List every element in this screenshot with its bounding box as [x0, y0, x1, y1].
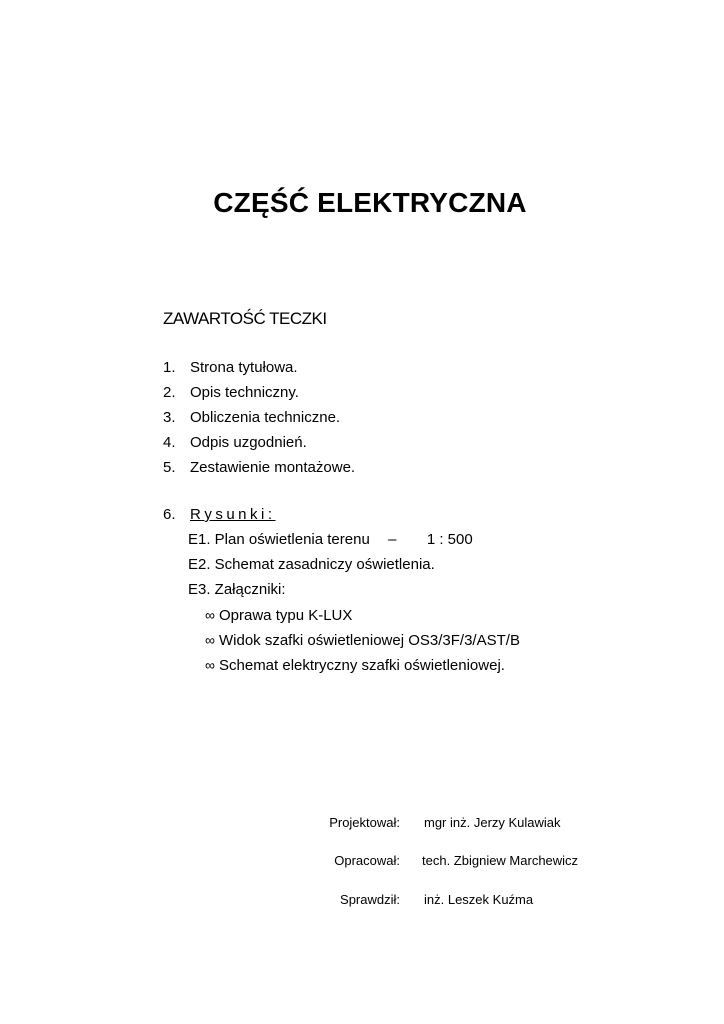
drawings-section — [163, 506, 520, 681]
drawing-item-e3 — [163, 581, 520, 606]
drawings-heading — [163, 506, 520, 531]
list-item — [163, 434, 355, 459]
signature-role-prepared: Opracował: — [334, 853, 400, 868]
drawing-item-e1 — [163, 531, 520, 556]
signature-name-prepared: tech. Zbigniew Marchewicz — [422, 853, 579, 868]
section-heading: ZAWARTOŚĆ TECZKI — [163, 309, 327, 328]
drawing-e1-text: E1. Plan oświetlenia terenu — [188, 531, 370, 548]
infinity-bullet-icon: ∞ — [205, 657, 215, 673]
attachment-text: Oprawa typu K-LUX — [219, 607, 353, 624]
list-item-text: Obliczenia techniczne. — [190, 409, 341, 426]
attachment-item — [163, 656, 520, 681]
list-item — [163, 384, 355, 409]
attachment-item — [163, 606, 520, 631]
list-item-number: 2. — [163, 384, 176, 401]
list-item-text: Opis techniczny. — [190, 384, 299, 401]
list-item-number: 4. — [163, 434, 176, 451]
list-item-number: 1. — [163, 359, 176, 376]
list-item — [163, 459, 355, 484]
signature-role-designed: Projektował: — [329, 815, 400, 830]
drawing-e3-text: E3. Załączniki: — [188, 581, 286, 598]
drawing-e2-text: E2. Schemat zasadniczy oświetlenia. — [188, 556, 435, 573]
list-item — [163, 409, 355, 434]
signature-name-checked: inż. Leszek Kuźma — [424, 892, 534, 907]
attachment-item — [163, 631, 520, 656]
infinity-bullet-icon: ∞ — [205, 632, 215, 648]
list-item-number: 5. — [163, 459, 176, 476]
drawings-number: 6. — [163, 506, 176, 523]
drawings-label: Rysunki: — [190, 506, 276, 523]
signature-role-checked: Sprawdził: — [340, 892, 400, 907]
list-item-text: Odpis uzgodnień. — [190, 434, 307, 451]
list-item — [163, 359, 355, 384]
contents-list — [163, 359, 355, 484]
signature-name-designed: mgr inż. Jerzy Kulawiak — [424, 815, 561, 830]
attachment-text: Schemat elektryczny szafki oświetleniowej. — [219, 657, 505, 674]
document-title: CZĘŚĆ ELEKTRYCZNA — [213, 186, 527, 218]
list-item-text: Zestawienie montażowe. — [190, 459, 356, 476]
drawing-e1-scale: 1 : 500 — [426, 531, 473, 548]
drawing-e1-dash: – — [388, 531, 397, 548]
attachment-text: Widok szafki oświetleniowej OS3/3F/3/AST/B — [219, 632, 520, 649]
infinity-bullet-icon: ∞ — [205, 607, 215, 623]
list-item-number: 3. — [163, 409, 176, 426]
drawing-item-e2 — [163, 556, 520, 581]
list-item-text: Strona tytułowa. — [190, 359, 298, 376]
